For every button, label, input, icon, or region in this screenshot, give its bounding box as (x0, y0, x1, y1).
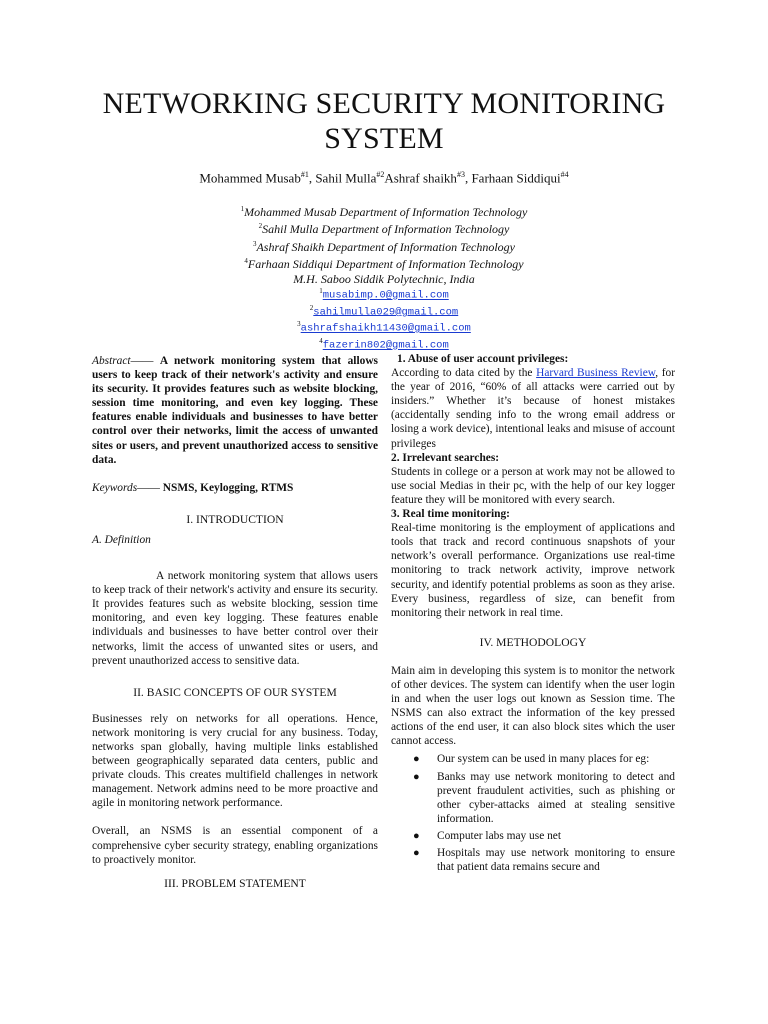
keywords (92, 481, 378, 495)
affiliation-text: Mohammed Musab Department of Information Technology (244, 205, 528, 219)
right-column (391, 352, 675, 877)
affiliation-sup: 3 (252, 239, 257, 248)
email-link[interactable]: sahilmulla029@gmail.com (313, 306, 459, 319)
author-sup: #4 (560, 170, 569, 179)
list-item (391, 770, 675, 826)
section-heading-basic-concepts: II. BASIC CONCEPTS OF OUR SYSTEM (133, 685, 337, 699)
basic-concepts-paragraph-2: Overall, an NSMS is an essential component of a comprehensive cyber security strategy, enabling organizations to proactively monitor. (92, 825, 378, 866)
section-heading-methodology: IV. METHODOLOGY (479, 635, 587, 649)
author-name: Farhaan Siddiqui (471, 170, 561, 186)
keywords-dash-2: — (148, 481, 160, 494)
affiliation-line (60, 219, 708, 236)
affiliation-sup: 1 (240, 205, 245, 213)
affiliation-text: Ashraf Shaikh Department of Information Technology (256, 239, 516, 254)
affiliation-text: Farhaan Siddiqui Department of Information Technology (247, 257, 524, 272)
harvard-business-review-link[interactable]: Harvard Business Review (536, 367, 656, 380)
problem-item-3-heading: 3. Real time monitoring: (391, 508, 510, 521)
bullet-text: Computer labs may use net (437, 829, 562, 842)
bullet-text: Hospitals may use network monitoring to ensure that patient data remains secure and (437, 847, 675, 874)
email-link[interactable]: ashrafshaikh11430@gmail.com (300, 322, 471, 335)
email-list (60, 285, 708, 352)
abstract (92, 354, 378, 467)
affiliation-line (60, 254, 708, 271)
problem-item-3-text: Real-time monitoring is the employment of applications and tools that track and record continuous snapshots of your network’s overall performance. Organizations use real-time monitoring to track network activity, improve network security, and identify potential problems as soon as they arise. Every business, regardless of size, can benefit from monitoring their network in real time. (391, 522, 675, 619)
email-sup: 2 (309, 303, 314, 312)
bullet-icon: ● (413, 770, 420, 783)
email-link[interactable]: musabimp.0@gmail.com (322, 289, 449, 302)
section-heading-introduction: I. INTRODUCTION (186, 512, 284, 526)
section-heading-problem-statement: III. PROBLEM STATEMENT (164, 876, 306, 890)
keywords-label: Keywords (92, 481, 138, 494)
subsection-heading-definition: A. Definition (92, 533, 151, 546)
problem-item-1-post: , for the year of 2016, “60% of all attacks were carried out by insiders.” Whether it’s because of honest mistakes (accidentally sending info to the wrong email address or losing a work device), intentional leaks and misuse of account privileges (391, 367, 676, 450)
basic-concepts-paragraph-1: Businesses rely on networks for all operations. Hence, network monitoring is very crucial for any business. Today, networks span globally, having multiple links established between geographically separated data centers, public and private clouds. This creates multifield challenges in network management. Network admins need to be more proactive and agile in monitoring network performance. (92, 712, 378, 810)
bullet-text: Our system can be used in many places for eg: (437, 753, 650, 766)
affiliation-text: Sahil Mulla Department of Information Technology (262, 222, 510, 237)
problem-item-1-text (391, 366, 675, 451)
list-item (391, 752, 675, 766)
abstract-dash-2: — (142, 355, 154, 367)
keywords-text: NSMS, Keylogging, RTMS (162, 481, 294, 494)
institution-line: M.H. Saboo Siddik Polytechnic, India (293, 271, 475, 286)
methodology-bullet-list (391, 752, 675, 874)
problem-item-1-pre: According to data cited by the (391, 367, 537, 380)
bullet-icon: ● (413, 829, 420, 842)
introduction-paragraph: A network monitoring system that allows users to keep track of their network's activity and ensure its security. It provides features such as website blocking, session time monitoring, and even key logging. These features enable individuals and businesses to have better control over their networks, limit the access of unwanted sites or users, and prevent unauthorized access to sensitive data. (92, 570, 378, 667)
methodology-paragraph: Main aim in developing this system is to monitor the network of other devices. The system can identify when the user login in and when the user logs out known as Session time. The NSMS can also extract the information of the key pressed actions of the end user, it can also block sites which the user cannot access. (391, 664, 675, 748)
email-sup: 1 (319, 287, 323, 295)
author-list: Mohammed Musab$^{\#1}$, Sahil Mulla$^{\#2}$Ashraf shaikh$^{\#3}$, Farhaan Siddiqui$^{\#4}$ (199, 170, 569, 186)
problem-item-1-heading: 1. Abuse of user account privileges: (397, 353, 569, 365)
title-line-1: NETWORKING SECURITY MONITORING (102, 87, 666, 120)
author-name: Ashraf shaikh (384, 170, 457, 186)
title-line-2: SYSTEM (324, 122, 444, 155)
problem-item-2-text: Students in college or a person at work may not be allowed to use social Medias in their pc, with the help of our key logger feature they will be monitored with every search. (391, 465, 675, 506)
paper-title (60, 86, 708, 156)
email-line (60, 285, 708, 302)
author-sup: #2 (376, 170, 385, 179)
email-line (60, 302, 708, 319)
email-line (60, 335, 708, 352)
email-sup: 3 (297, 320, 301, 329)
email-line (60, 318, 708, 335)
bullet-icon: ● (413, 753, 420, 766)
email-sup: 4 (319, 337, 323, 346)
bullet-text: Banks may use network monitoring to detect and prevent fraudulent activities, such as phishing or other cyber-attacks aimed at stealing sensitive information. (437, 770, 675, 825)
author-name: Sahil Mulla (315, 170, 377, 186)
affiliation-sup: 4 (244, 257, 248, 266)
keywords-dash: — (137, 481, 149, 494)
email-link[interactable]: fazerin802@gmail.com (322, 339, 449, 352)
affiliation-sup: 2 (258, 222, 263, 231)
affiliation-list (60, 202, 708, 286)
abstract-dash: — (130, 355, 142, 367)
abstract-label: Abstract (92, 355, 131, 367)
author-sup: #3 (456, 170, 465, 179)
author-sup: #1 (300, 170, 309, 179)
affiliation-line (60, 202, 708, 219)
list-item (391, 846, 675, 874)
bullet-icon: ● (413, 847, 420, 859)
affiliation-line (60, 237, 708, 254)
left-column (92, 354, 378, 897)
abstract-text: A network monitoring system that allows users to keep track of their network's activity and ensure its security. It provides features such as website blocking, session time monitoring, and even key logging. These features enable individuals and businesses to have better control over their networks, limit the access of unwanted sites or users, and prevent unauthorized access to sensitive data. (92, 355, 378, 466)
problem-item-2-heading: 2. Irrelevant searches: (391, 451, 500, 464)
list-item (391, 829, 675, 843)
author-name: Mohammed Musab (199, 170, 301, 186)
